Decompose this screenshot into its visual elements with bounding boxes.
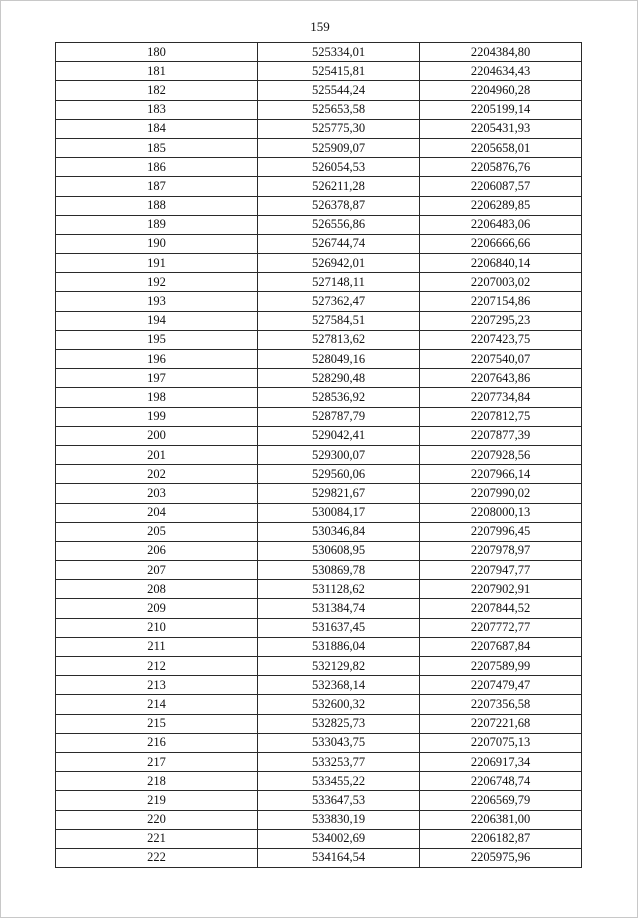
y-coordinate-cell: 2207295,23 [420,311,582,330]
table-row [56,599,582,618]
point-number-cell: 195 [56,330,258,349]
x-coordinate-cell: 529560,06 [258,465,420,484]
x-coordinate-cell: 526942,01 [258,254,420,273]
point-number-cell: 191 [56,254,258,273]
table-row [56,292,582,311]
table-row [56,138,582,157]
table-row [56,848,582,867]
y-coordinate-cell: 2207687,84 [420,637,582,656]
x-coordinate-cell: 532825,73 [258,714,420,733]
y-coordinate-cell: 2207928,56 [420,445,582,464]
x-coordinate-cell: 532368,14 [258,676,420,695]
table-row [56,330,582,349]
y-coordinate-cell: 2206748,74 [420,772,582,791]
table-row [56,541,582,560]
x-coordinate-cell: 525334,01 [258,43,420,62]
y-coordinate-cell: 2207996,45 [420,522,582,541]
point-number-cell: 222 [56,848,258,867]
table-row [56,810,582,829]
point-number-cell: 182 [56,81,258,100]
point-number-cell: 210 [56,618,258,637]
y-coordinate-cell: 2207947,77 [420,561,582,580]
x-coordinate-cell: 531128,62 [258,580,420,599]
y-coordinate-cell: 2207643,86 [420,369,582,388]
x-coordinate-cell: 531886,04 [258,637,420,656]
x-coordinate-cell: 526556,86 [258,215,420,234]
table-row [56,81,582,100]
point-number-cell: 206 [56,541,258,560]
page-number: 159 [310,19,330,34]
table-row [56,829,582,848]
table-row [56,465,582,484]
table-row [56,43,582,62]
x-coordinate-cell: 532129,82 [258,657,420,676]
x-coordinate-cell: 525415,81 [258,62,420,81]
point-number-cell: 193 [56,292,258,311]
x-coordinate-cell: 525909,07 [258,138,420,157]
point-number-cell: 186 [56,158,258,177]
point-number-cell: 190 [56,234,258,253]
x-coordinate-cell: 531637,45 [258,618,420,637]
y-coordinate-cell: 2207423,75 [420,330,582,349]
point-number-cell: 218 [56,772,258,791]
point-number-cell: 212 [56,657,258,676]
x-coordinate-cell: 525653,58 [258,100,420,119]
table-row [56,311,582,330]
y-coordinate-cell: 2207479,47 [420,676,582,695]
point-number-cell: 217 [56,752,258,771]
y-coordinate-cell: 2205876,76 [420,158,582,177]
y-coordinate-cell: 2205975,96 [420,848,582,867]
point-number-cell: 208 [56,580,258,599]
point-number-cell: 205 [56,522,258,541]
table-row [56,426,582,445]
y-coordinate-cell: 2207812,75 [420,407,582,426]
x-coordinate-cell: 530346,84 [258,522,420,541]
y-coordinate-cell: 2207075,13 [420,733,582,752]
y-coordinate-cell: 2206840,14 [420,254,582,273]
point-number-cell: 220 [56,810,258,829]
point-number-cell: 189 [56,215,258,234]
coordinates-table [55,42,582,868]
table-row [56,637,582,656]
y-coordinate-cell: 2207902,91 [420,580,582,599]
x-coordinate-cell: 533830,19 [258,810,420,829]
table-row [56,62,582,81]
x-coordinate-cell: 527813,62 [258,330,420,349]
x-coordinate-cell: 526054,53 [258,158,420,177]
table-row [56,752,582,771]
y-coordinate-cell: 2206917,34 [420,752,582,771]
y-coordinate-cell: 2207734,84 [420,388,582,407]
table-row [56,369,582,388]
y-coordinate-cell: 2207589,99 [420,657,582,676]
point-number-cell: 196 [56,350,258,369]
point-number-cell: 192 [56,273,258,292]
point-number-cell: 185 [56,138,258,157]
x-coordinate-cell: 529300,07 [258,445,420,464]
table-row [56,254,582,273]
point-number-cell: 201 [56,445,258,464]
point-number-cell: 183 [56,100,258,119]
table-row [56,196,582,215]
point-number-cell: 180 [56,43,258,62]
table-row [56,119,582,138]
x-coordinate-cell: 526378,87 [258,196,420,215]
y-coordinate-cell: 2207844,52 [420,599,582,618]
table-row [56,484,582,503]
y-coordinate-cell: 2207003,02 [420,273,582,292]
table-row [56,234,582,253]
y-coordinate-cell: 2205658,01 [420,138,582,157]
x-coordinate-cell: 533455,22 [258,772,420,791]
table-row [56,388,582,407]
y-coordinate-cell: 2207877,39 [420,426,582,445]
x-coordinate-cell: 534002,69 [258,829,420,848]
y-coordinate-cell: 2206381,00 [420,810,582,829]
point-number-cell: 200 [56,426,258,445]
point-number-cell: 197 [56,369,258,388]
table-row [56,445,582,464]
y-coordinate-cell: 2204384,80 [420,43,582,62]
table-row [56,618,582,637]
x-coordinate-cell: 529042,41 [258,426,420,445]
y-coordinate-cell: 2207221,68 [420,714,582,733]
x-coordinate-cell: 528787,79 [258,407,420,426]
x-coordinate-cell: 530869,78 [258,561,420,580]
table-row [56,561,582,580]
point-number-cell: 215 [56,714,258,733]
table-row [56,580,582,599]
table-row [56,657,582,676]
table-row [56,714,582,733]
x-coordinate-cell: 528290,48 [258,369,420,388]
y-coordinate-cell: 2207540,07 [420,350,582,369]
point-number-cell: 213 [56,676,258,695]
y-coordinate-cell: 2206666,66 [420,234,582,253]
y-coordinate-cell: 2206483,06 [420,215,582,234]
y-coordinate-cell: 2207978,97 [420,541,582,560]
table-row [56,177,582,196]
y-coordinate-cell: 2205199,14 [420,100,582,119]
point-number-cell: 188 [56,196,258,215]
x-coordinate-cell: 525544,24 [258,81,420,100]
y-coordinate-cell: 2207772,77 [420,618,582,637]
y-coordinate-cell: 2205431,93 [420,119,582,138]
table-row [56,676,582,695]
table-row [56,407,582,426]
x-coordinate-cell: 525775,30 [258,119,420,138]
x-coordinate-cell: 533647,53 [258,791,420,810]
x-coordinate-cell: 532600,32 [258,695,420,714]
y-coordinate-cell: 2206087,57 [420,177,582,196]
y-coordinate-cell: 2206569,79 [420,791,582,810]
point-number-cell: 207 [56,561,258,580]
table-row [56,772,582,791]
point-number-cell: 204 [56,503,258,522]
point-number-cell: 211 [56,637,258,656]
table-row [56,695,582,714]
x-coordinate-cell: 526211,28 [258,177,420,196]
coordinates-table-body [56,43,582,868]
x-coordinate-cell: 527148,11 [258,273,420,292]
x-coordinate-cell: 530084,17 [258,503,420,522]
x-coordinate-cell: 533043,75 [258,733,420,752]
y-coordinate-cell: 2204634,43 [420,62,582,81]
point-number-cell: 198 [56,388,258,407]
x-coordinate-cell: 531384,74 [258,599,420,618]
table-row [56,791,582,810]
point-number-cell: 214 [56,695,258,714]
y-coordinate-cell: 2204960,28 [420,81,582,100]
point-number-cell: 216 [56,733,258,752]
point-number-cell: 187 [56,177,258,196]
x-coordinate-cell: 528536,92 [258,388,420,407]
y-coordinate-cell: 2207990,02 [420,484,582,503]
x-coordinate-cell: 528049,16 [258,350,420,369]
table-row [56,503,582,522]
table-row [56,158,582,177]
point-number-cell: 199 [56,407,258,426]
point-number-cell: 202 [56,465,258,484]
table-row [56,100,582,119]
table-row [56,522,582,541]
y-coordinate-cell: 2207356,58 [420,695,582,714]
point-number-cell: 219 [56,791,258,810]
point-number-cell: 221 [56,829,258,848]
point-number-cell: 209 [56,599,258,618]
x-coordinate-cell: 526744,74 [258,234,420,253]
point-number-cell: 203 [56,484,258,503]
point-number-cell: 181 [56,62,258,81]
point-number-cell: 194 [56,311,258,330]
table-row [56,733,582,752]
x-coordinate-cell: 527362,47 [258,292,420,311]
x-coordinate-cell: 530608,95 [258,541,420,560]
x-coordinate-cell: 534164,54 [258,848,420,867]
y-coordinate-cell: 2208000,13 [420,503,582,522]
y-coordinate-cell: 2207966,14 [420,465,582,484]
table-row [56,273,582,292]
y-coordinate-cell: 2207154,86 [420,292,582,311]
x-coordinate-cell: 529821,67 [258,484,420,503]
y-coordinate-cell: 2206289,85 [420,196,582,215]
table-row [56,215,582,234]
table-row [56,350,582,369]
y-coordinate-cell: 2206182,87 [420,829,582,848]
x-coordinate-cell: 527584,51 [258,311,420,330]
x-coordinate-cell: 533253,77 [258,752,420,771]
point-number-cell: 184 [56,119,258,138]
